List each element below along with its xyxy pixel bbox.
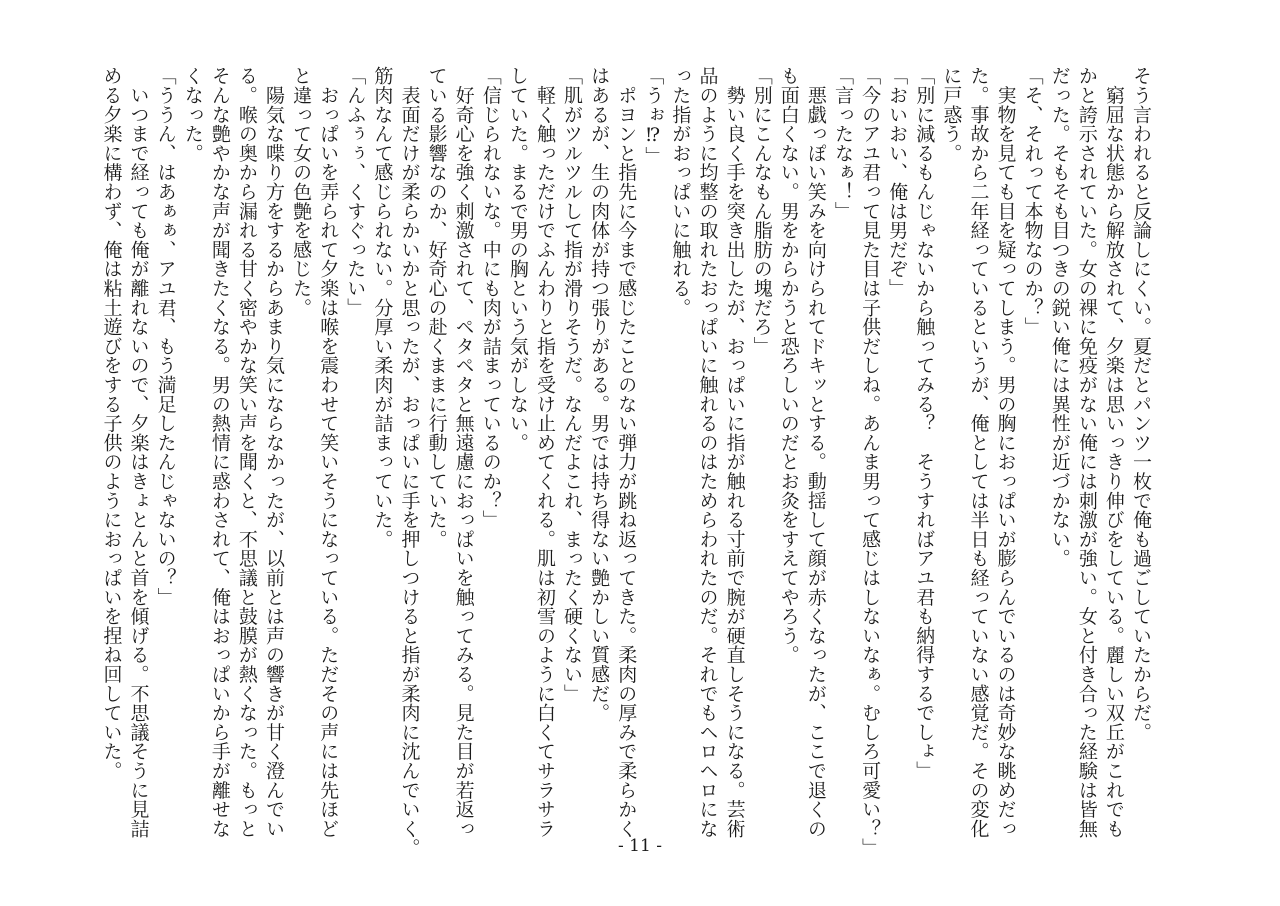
text-line: 「ううん、はあぁぁ、アユ君、もう満足したんじゃないの？」 [154,66,177,607]
text-line: かと誇示されていた。女の裸に免疫がない俺には刺激が強い。女と付き合った経験は皆無 [1075,66,1098,838]
text-line: る。喉の奥から漏れる甘く密やかな笑い声を聞くと、不思議と鼓膜が熱くなった。もっと [235,66,258,838]
text-line: った指がおっぱいに触れる。 [669,66,692,317]
text-line: た。事故から二年経っているというが、俺としては半日も経っていない感覚だ。その変化 [967,66,990,838]
text-line: そんな艶やかな声が聞きたくなる。男の熱情に惑わされて、俺はおっぱいから手が離せな [208,66,231,838]
text-line: そう言われると反論しにくい。夏だとパンツ一枚で俺も過ごしていたからだ。 [1130,66,1152,742]
text-line: 筋肉なんて感じられない。分厚い柔肉が詰まっていた。 [371,66,394,549]
text-line: に戸惑う。 [940,66,963,163]
text-line: 陽気な喋り方をするからあまり気にならなかったが、以前とは声の響きが甘く澄んでい [263,66,285,838]
text-line: はあるが、生の肉体が持つ張りがある。男では持ち得ない艶かしい質感だ。 [588,66,611,723]
text-line: 「おいおい、俺は男だぞ」 [886,66,909,298]
text-line: いつまで経っても俺が離れないので、夕楽はきょとんと首を傾げる。不思議そうに見詰 [127,66,150,838]
text-line: 実物を見ても目を疑ってしまう。男の胸におっぱいが膨らんでいるのは奇妙な眺めだっ [994,66,1017,838]
text-line: 「今のアユ君って見た目は子供だしね。あんま男って感じはしないなぁ。むしろ可愛い？」 [859,66,882,858]
text-line: 「んふぅぅ、くすぐったい」 [344,66,367,317]
text-line: 「信じられないな。中にも肉が詰まっているのか？」 [479,66,502,530]
text-line: 軽く触っただけでふんわりと指を受け止めてくれる。肌は初雪のように白くてサラサラ [533,66,556,838]
text-line: 「言ったなぁ！」 [831,66,854,221]
text-line: していた。まるで男の胸という気がしない。 [506,66,529,452]
text-line: 「肌がツルツルして指が滑りそうだ。なんだよこれ、まったく硬くない」 [561,66,584,703]
text-line: ポヨンと指先に今まで感じたことのない弾力が跳ね返ってきた。柔肉の厚みで柔らかく [615,66,638,838]
text-line: おっぱいを弄られて夕楽は喉を震わせて笑いそうになっている。ただその声には先ほど [317,66,340,838]
text-line: くなった。 [181,66,204,163]
text-line: 窮屈な状態から解放されて、夕楽は思いっきり伸びをしている。麗しい双丘がこれでも [1102,66,1125,838]
text-line: 勢い良く手を突き出したが、おっぱいに指が触れる寸前で腕が硬直しそうになる。芸術 [723,66,746,838]
text-line: 品のように均整の取れたおっぱいに触れるのはためらわれたのだ。それでもヘロヘロにな [696,66,719,838]
page-number: - 11 - [618,836,662,856]
text-line: も面白くない。男をからかうと恐ろしいのだとお灸をすえてやろう。 [777,66,800,665]
text-line: と違って女の色艶を感じた。 [290,66,313,317]
text-line: 悪戯っぽい笑みを向けられてドキッとする。動揺して顔が赤くなったが、ここで退くの [804,66,827,838]
text-line: める夕楽に構わず、俺は粘土遊びをする子供のようにおっぱいを捏ね回していた。 [100,66,123,781]
text-line: 「うぉ⁉」 [642,66,665,166]
text-line: 表面だけが柔らかいかと思ったが、おっぱいに手を押しつけると指が柔肉に沈んでいく。 [398,66,421,858]
text-line: 「別にこんなもん脂肪の塊だろ」 [750,66,773,356]
text-line: だった。そもそも目つきの鋭い俺には異性が近づかない。 [1048,66,1071,568]
text-line: 好奇心を強く刺激されて、ペタペタと無遠慮におっぱいを触ってみる。見た目が若返っ [452,66,475,838]
text-line: 「そ、それって本物なのか？」 [1021,66,1044,337]
text-line: 「別に減るもんじゃないから触ってみる？ そうすればアユ君も納得するでしょ」 [913,66,936,781]
text-line: ている影響なのか、好奇心の赴くままに行動していた。 [425,66,448,549]
